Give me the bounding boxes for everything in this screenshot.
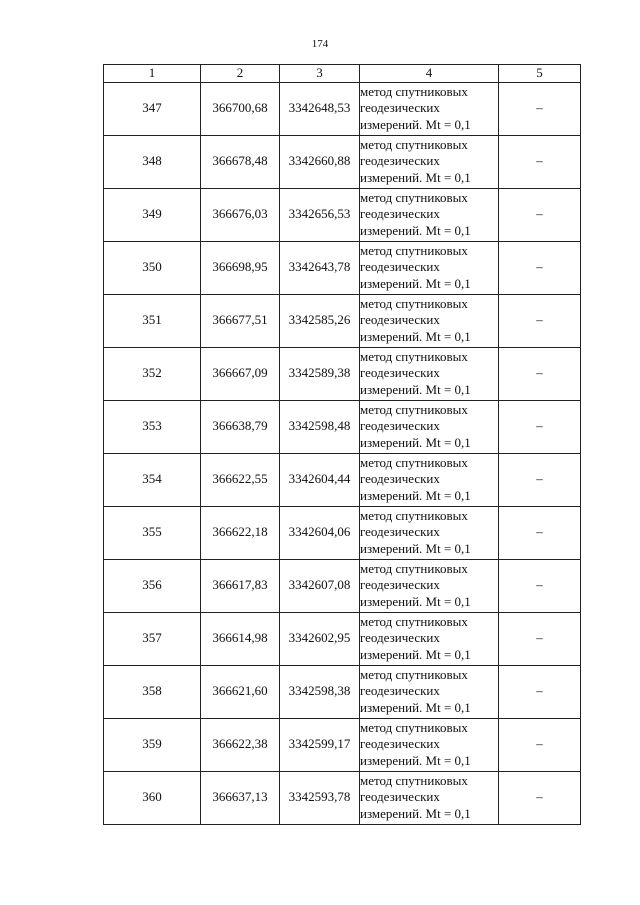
point-number-cell: 357 xyxy=(104,612,201,665)
table-row xyxy=(104,718,581,771)
point-number-cell: 347 xyxy=(104,82,201,135)
table-row xyxy=(104,188,581,241)
x-coordinate-cell: 366637,13 xyxy=(201,771,280,824)
note-cell: – xyxy=(499,559,581,612)
y-coordinate-cell: 3342660,88 xyxy=(280,135,360,188)
x-coordinate-cell: 366622,38 xyxy=(201,718,280,771)
x-coordinate-cell: 366698,95 xyxy=(201,241,280,294)
table-row xyxy=(104,665,581,718)
method-line: измерений. Mt = 0,1 xyxy=(360,752,471,768)
point-number-cell: 355 xyxy=(104,506,201,559)
method-line: геодезических xyxy=(360,418,440,434)
table-row xyxy=(104,612,581,665)
method-cell xyxy=(360,294,499,347)
x-coordinate-cell: 366622,55 xyxy=(201,453,280,506)
method-line: метод спутниковых xyxy=(360,666,468,682)
method-line: метод спутниковых xyxy=(360,136,468,152)
method-line: метод спутниковых xyxy=(360,401,468,417)
point-number-cell: 356 xyxy=(104,559,201,612)
method-line: измерений. Mt = 0,1 xyxy=(360,434,471,450)
method-cell xyxy=(360,241,499,294)
method-line: метод спутниковых xyxy=(360,348,468,364)
method-line: геодезических xyxy=(360,312,440,328)
method-line: метод спутниковых xyxy=(360,772,468,788)
method-line: метод спутниковых xyxy=(360,454,468,470)
point-number-cell: 348 xyxy=(104,135,201,188)
method-line: измерений. Mt = 0,1 xyxy=(360,222,471,238)
point-number-cell: 354 xyxy=(104,453,201,506)
method-line: геодезических xyxy=(360,524,440,540)
method-cell xyxy=(360,347,499,400)
point-number-cell: 358 xyxy=(104,665,201,718)
point-number-cell: 350 xyxy=(104,241,201,294)
x-coordinate-cell: 366700,68 xyxy=(201,82,280,135)
table-row xyxy=(104,771,581,824)
column-header-4: 4 xyxy=(360,65,499,83)
point-number-cell: 360 xyxy=(104,771,201,824)
note-cell: – xyxy=(499,82,581,135)
coordinates-table xyxy=(103,64,581,825)
method-cell xyxy=(360,82,499,135)
y-coordinate-cell: 3342602,95 xyxy=(280,612,360,665)
method-line: измерений. Mt = 0,1 xyxy=(360,487,471,503)
y-coordinate-cell: 3342585,26 xyxy=(280,294,360,347)
y-coordinate-cell: 3342604,44 xyxy=(280,453,360,506)
x-coordinate-cell: 366621,60 xyxy=(201,665,280,718)
column-header-2: 2 xyxy=(201,65,280,83)
method-cell xyxy=(360,718,499,771)
y-coordinate-cell: 3342589,38 xyxy=(280,347,360,400)
method-line: измерений. Mt = 0,1 xyxy=(360,805,471,821)
note-cell: – xyxy=(499,612,581,665)
x-coordinate-cell: 366638,79 xyxy=(201,400,280,453)
method-line: измерений. Mt = 0,1 xyxy=(360,381,471,397)
table-header-row xyxy=(104,65,581,83)
y-coordinate-cell: 3342643,78 xyxy=(280,241,360,294)
method-cell xyxy=(360,453,499,506)
note-cell: – xyxy=(499,188,581,241)
x-coordinate-cell: 366614,98 xyxy=(201,612,280,665)
note-cell: – xyxy=(499,771,581,824)
table-row xyxy=(104,82,581,135)
note-cell: – xyxy=(499,294,581,347)
point-number-cell: 352 xyxy=(104,347,201,400)
note-cell: – xyxy=(499,135,581,188)
method-line: измерений. Mt = 0,1 xyxy=(360,275,471,291)
method-cell xyxy=(360,400,499,453)
method-line: геодезических xyxy=(360,577,440,593)
method-line: геодезических xyxy=(360,471,440,487)
table-row xyxy=(104,453,581,506)
table-row xyxy=(104,400,581,453)
note-cell: – xyxy=(499,400,581,453)
point-number-cell: 359 xyxy=(104,718,201,771)
method-cell xyxy=(360,506,499,559)
method-line: геодезических xyxy=(360,153,440,169)
method-cell xyxy=(360,188,499,241)
method-line: геодезических xyxy=(360,630,440,646)
method-line: геодезических xyxy=(360,100,440,116)
y-coordinate-cell: 3342648,53 xyxy=(280,82,360,135)
method-line: метод спутниковых xyxy=(360,719,468,735)
y-coordinate-cell: 3342598,48 xyxy=(280,400,360,453)
method-cell xyxy=(360,135,499,188)
column-header-1: 1 xyxy=(104,65,201,83)
point-number-cell: 351 xyxy=(104,294,201,347)
table-row xyxy=(104,241,581,294)
table-body xyxy=(104,82,581,824)
method-line: геодезических xyxy=(360,736,440,752)
y-coordinate-cell: 3342604,06 xyxy=(280,506,360,559)
method-line: метод спутниковых xyxy=(360,189,468,205)
method-line: метод спутниковых xyxy=(360,295,468,311)
method-line: измерений. Mt = 0,1 xyxy=(360,328,471,344)
y-coordinate-cell: 3342593,78 xyxy=(280,771,360,824)
method-line: метод спутниковых xyxy=(360,560,468,576)
method-line: геодезических xyxy=(360,789,440,805)
point-number-cell: 353 xyxy=(104,400,201,453)
x-coordinate-cell: 366676,03 xyxy=(201,188,280,241)
table-row xyxy=(104,135,581,188)
point-number-cell: 349 xyxy=(104,188,201,241)
method-cell xyxy=(360,665,499,718)
table-row xyxy=(104,506,581,559)
method-line: геодезических xyxy=(360,683,440,699)
column-header-3: 3 xyxy=(280,65,360,83)
note-cell: – xyxy=(499,453,581,506)
table-row xyxy=(104,347,581,400)
method-line: измерений. Mt = 0,1 xyxy=(360,540,471,556)
y-coordinate-cell: 3342598,38 xyxy=(280,665,360,718)
method-line: геодезических xyxy=(360,365,440,381)
method-line: метод спутниковых xyxy=(360,242,468,258)
table-row xyxy=(104,559,581,612)
method-line: измерений. Mt = 0,1 xyxy=(360,646,471,662)
x-coordinate-cell: 366667,09 xyxy=(201,347,280,400)
method-line: измерений. Mt = 0,1 xyxy=(360,116,471,132)
y-coordinate-cell: 3342656,53 xyxy=(280,188,360,241)
method-cell xyxy=(360,771,499,824)
method-cell xyxy=(360,612,499,665)
y-coordinate-cell: 3342599,17 xyxy=(280,718,360,771)
note-cell: – xyxy=(499,241,581,294)
method-line: метод спутниковых xyxy=(360,613,468,629)
note-cell: – xyxy=(499,506,581,559)
method-line: метод спутниковых xyxy=(360,83,468,99)
x-coordinate-cell: 366617,83 xyxy=(201,559,280,612)
note-cell: – xyxy=(499,718,581,771)
note-cell: – xyxy=(499,665,581,718)
note-cell: – xyxy=(499,347,581,400)
method-line: измерений. Mt = 0,1 xyxy=(360,699,471,715)
method-line: геодезических xyxy=(360,206,440,222)
y-coordinate-cell: 3342607,08 xyxy=(280,559,360,612)
page-number: 174 xyxy=(311,38,329,50)
x-coordinate-cell: 366622,18 xyxy=(201,506,280,559)
table-row xyxy=(104,294,581,347)
method-line: геодезических xyxy=(360,259,440,275)
method-line: измерений. Mt = 0,1 xyxy=(360,169,471,185)
method-line: метод спутниковых xyxy=(360,507,468,523)
method-cell xyxy=(360,559,499,612)
method-line: измерений. Mt = 0,1 xyxy=(360,593,471,609)
column-header-5: 5 xyxy=(499,65,581,83)
x-coordinate-cell: 366678,48 xyxy=(201,135,280,188)
x-coordinate-cell: 366677,51 xyxy=(201,294,280,347)
